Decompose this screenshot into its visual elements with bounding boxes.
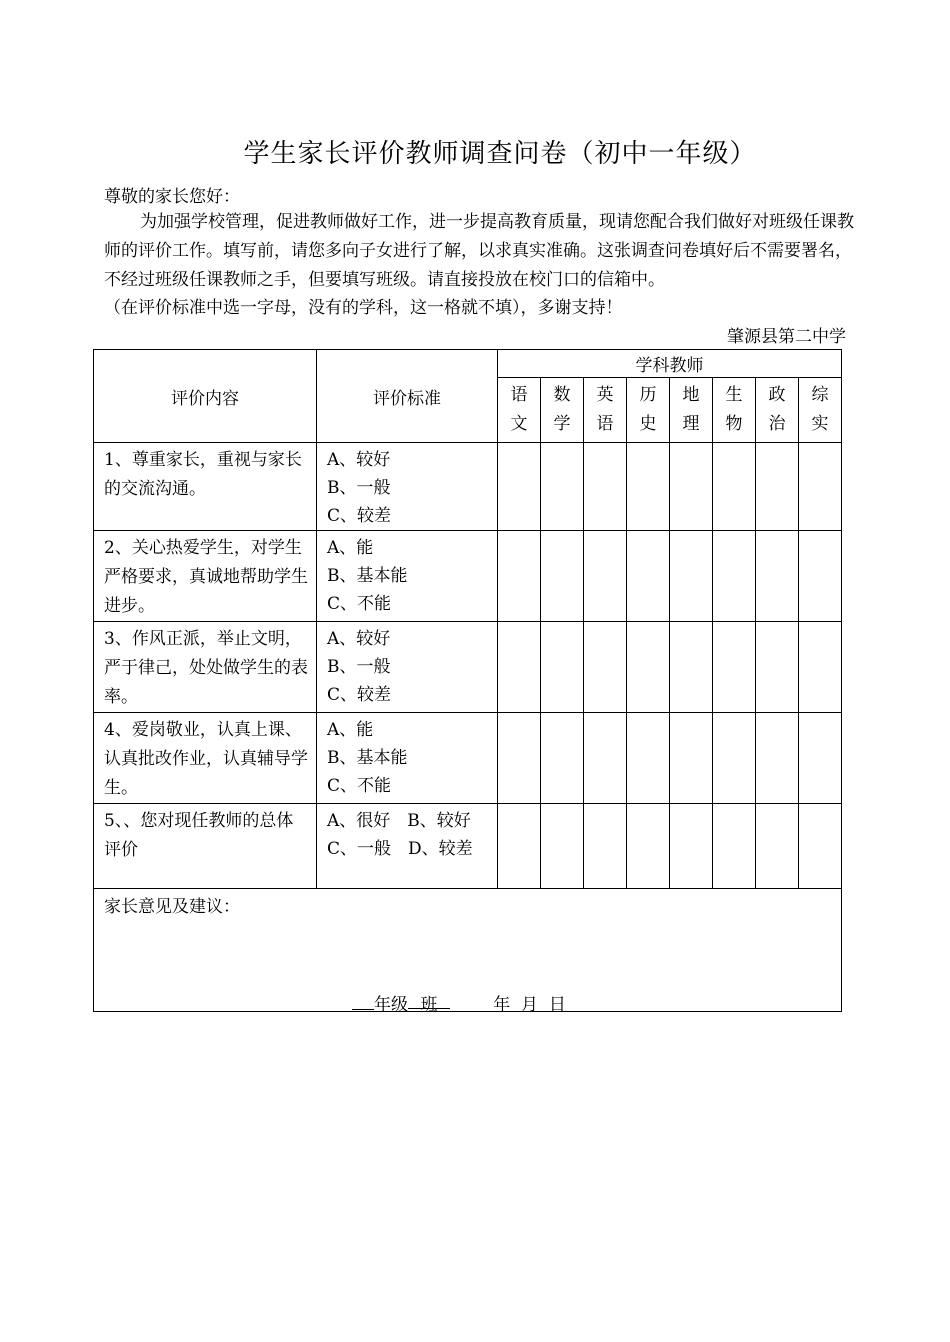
subject-char: 综 (811, 385, 829, 405)
class-label: 班 (420, 995, 438, 1015)
rating-cell[interactable] (627, 804, 670, 889)
rating-cell[interactable] (799, 443, 842, 531)
evaluation-rows (94, 443, 842, 889)
criteria-option: B、一般 (327, 478, 391, 498)
criteria-option: B、一般 (327, 657, 391, 677)
header-criteria: 评价标准 (317, 350, 498, 443)
criteria-option: C、不能 (327, 594, 392, 614)
criteria-option: A、很好 B、较好 (327, 811, 471, 831)
rating-cell[interactable] (670, 622, 713, 713)
footer-line (352, 990, 566, 1015)
rating-cell[interactable] (670, 804, 713, 889)
subject-char: 英 (596, 385, 614, 405)
rating-cell[interactable] (670, 443, 713, 531)
subject-header (627, 378, 670, 443)
rating-cell[interactable] (713, 443, 756, 531)
criteria-option: B、基本能 (327, 748, 408, 768)
subject-char: 学 (553, 414, 571, 434)
rating-cell[interactable] (541, 443, 584, 531)
subject-header (541, 378, 584, 443)
evaluation-content: 2、关心热爱学生，对学生严格要求，真诚地帮助学生进步。 (94, 531, 317, 622)
rating-cell[interactable] (541, 622, 584, 713)
rating-cell[interactable] (756, 622, 799, 713)
rating-cell[interactable] (584, 531, 627, 622)
criteria-option: A、较好 (327, 450, 391, 470)
greeting: 尊敬的家长您好： (104, 187, 240, 207)
subject-char: 实 (811, 414, 829, 434)
page-title: 学生家长评价教师调查问卷（初中一年级） (243, 139, 757, 169)
criteria-option: A、能 (327, 538, 374, 558)
school-name: 肇源县第二中学 (727, 327, 846, 347)
evaluation-row (94, 713, 842, 804)
rating-cell[interactable] (799, 713, 842, 804)
evaluation-row (94, 531, 842, 622)
rating-cell[interactable] (627, 443, 670, 531)
criteria-option: B、基本能 (327, 566, 408, 586)
rating-cell[interactable] (498, 622, 541, 713)
class-blank[interactable] (408, 990, 450, 1015)
evaluation-criteria (317, 713, 498, 804)
rating-cell[interactable] (756, 531, 799, 622)
rating-cell[interactable] (713, 713, 756, 804)
criteria-option: A、能 (327, 720, 374, 740)
rating-cell[interactable] (756, 713, 799, 804)
criteria-option: C、较差 (327, 506, 392, 526)
rating-cell[interactable] (713, 531, 756, 622)
evaluation-content: 1、尊重家长，重视与家长的交流沟通。 (94, 443, 317, 531)
evaluation-row (94, 443, 842, 531)
rating-cell[interactable] (627, 531, 670, 622)
rating-cell[interactable] (541, 713, 584, 804)
rating-cell[interactable] (498, 443, 541, 531)
subject-header (756, 378, 799, 443)
header-content: 评价内容 (94, 350, 317, 443)
survey-table (93, 349, 842, 1012)
rating-cell[interactable] (498, 804, 541, 889)
rating-cell[interactable] (670, 531, 713, 622)
rating-cell[interactable] (713, 804, 756, 889)
rating-cell[interactable] (756, 804, 799, 889)
rating-cell[interactable] (541, 804, 584, 889)
criteria-option: C、一般 D、较差 (327, 839, 473, 859)
evaluation-row (94, 804, 842, 889)
rating-cell[interactable] (799, 804, 842, 889)
subject-char: 语 (510, 385, 528, 405)
rating-cell[interactable] (584, 622, 627, 713)
subject-header (799, 378, 842, 443)
grade-label: 年级 (374, 995, 408, 1015)
header-subjects: 学科教师 (498, 350, 842, 378)
criteria-option: C、较差 (327, 685, 392, 705)
criteria-option: A、较好 (327, 629, 391, 649)
rating-cell[interactable] (799, 531, 842, 622)
evaluation-criteria (317, 804, 498, 889)
suggestion-label: 家长意见及建议： (104, 897, 240, 917)
subject-char: 历 (639, 385, 657, 405)
date-label: 年 月 日 (493, 995, 566, 1015)
subject-char: 物 (725, 414, 743, 434)
subject-char: 语 (596, 414, 614, 434)
criteria-option: C、不能 (327, 776, 392, 796)
rating-cell[interactable] (670, 713, 713, 804)
evaluation-content: 3、作风正派，举止文明，严于律己，处处做学生的表率。 (94, 622, 317, 713)
rating-cell[interactable] (584, 713, 627, 804)
rating-cell[interactable] (584, 443, 627, 531)
subject-header (498, 378, 541, 443)
rating-cell[interactable] (498, 531, 541, 622)
intro-paragraph: 为加强学校管理，促进教师做好工作，进一步提高教育质量，现请您配合我们做好对班级任课教师的评价工作。填写前，请您多向子女进行了解，以求真实准确。这张调查问卷填好后不需要署名，不经过班级任课教师之手，但要填写班级。请直接投放在校门口的信箱中。 (104, 212, 854, 290)
evaluation-criteria (317, 443, 498, 531)
evaluation-content: 4、爱岗敬业，认真上课、认真批改作业，认真辅导学生。 (94, 713, 317, 804)
intro-note: （在评价标准中选一字母，没有的学科，这一格就不填），多谢支持！ (104, 298, 623, 318)
subject-char: 地 (682, 385, 700, 405)
subject-char: 数 (553, 385, 571, 405)
evaluation-content: 5、、您对现任教师的总体评价 (94, 804, 317, 889)
subject-char: 生 (725, 385, 743, 405)
subject-char: 理 (682, 414, 700, 434)
rating-cell[interactable] (799, 622, 842, 713)
subject-header (584, 378, 627, 443)
subject-char: 文 (510, 414, 528, 434)
evaluation-criteria (317, 531, 498, 622)
subject-char: 治 (768, 414, 786, 434)
rating-cell[interactable] (627, 713, 670, 804)
rating-cell[interactable] (756, 443, 799, 531)
subject-header (670, 378, 713, 443)
rating-cell[interactable] (627, 622, 670, 713)
rating-cell[interactable] (713, 622, 756, 713)
evaluation-criteria (317, 622, 498, 713)
rating-cell[interactable] (498, 713, 541, 804)
subject-char: 史 (639, 414, 657, 434)
rating-cell[interactable] (584, 804, 627, 889)
rating-cell[interactable] (541, 531, 584, 622)
grade-blank[interactable] (352, 991, 374, 1010)
subject-char: 政 (768, 385, 786, 405)
subject-header (713, 378, 756, 443)
evaluation-row (94, 622, 842, 713)
